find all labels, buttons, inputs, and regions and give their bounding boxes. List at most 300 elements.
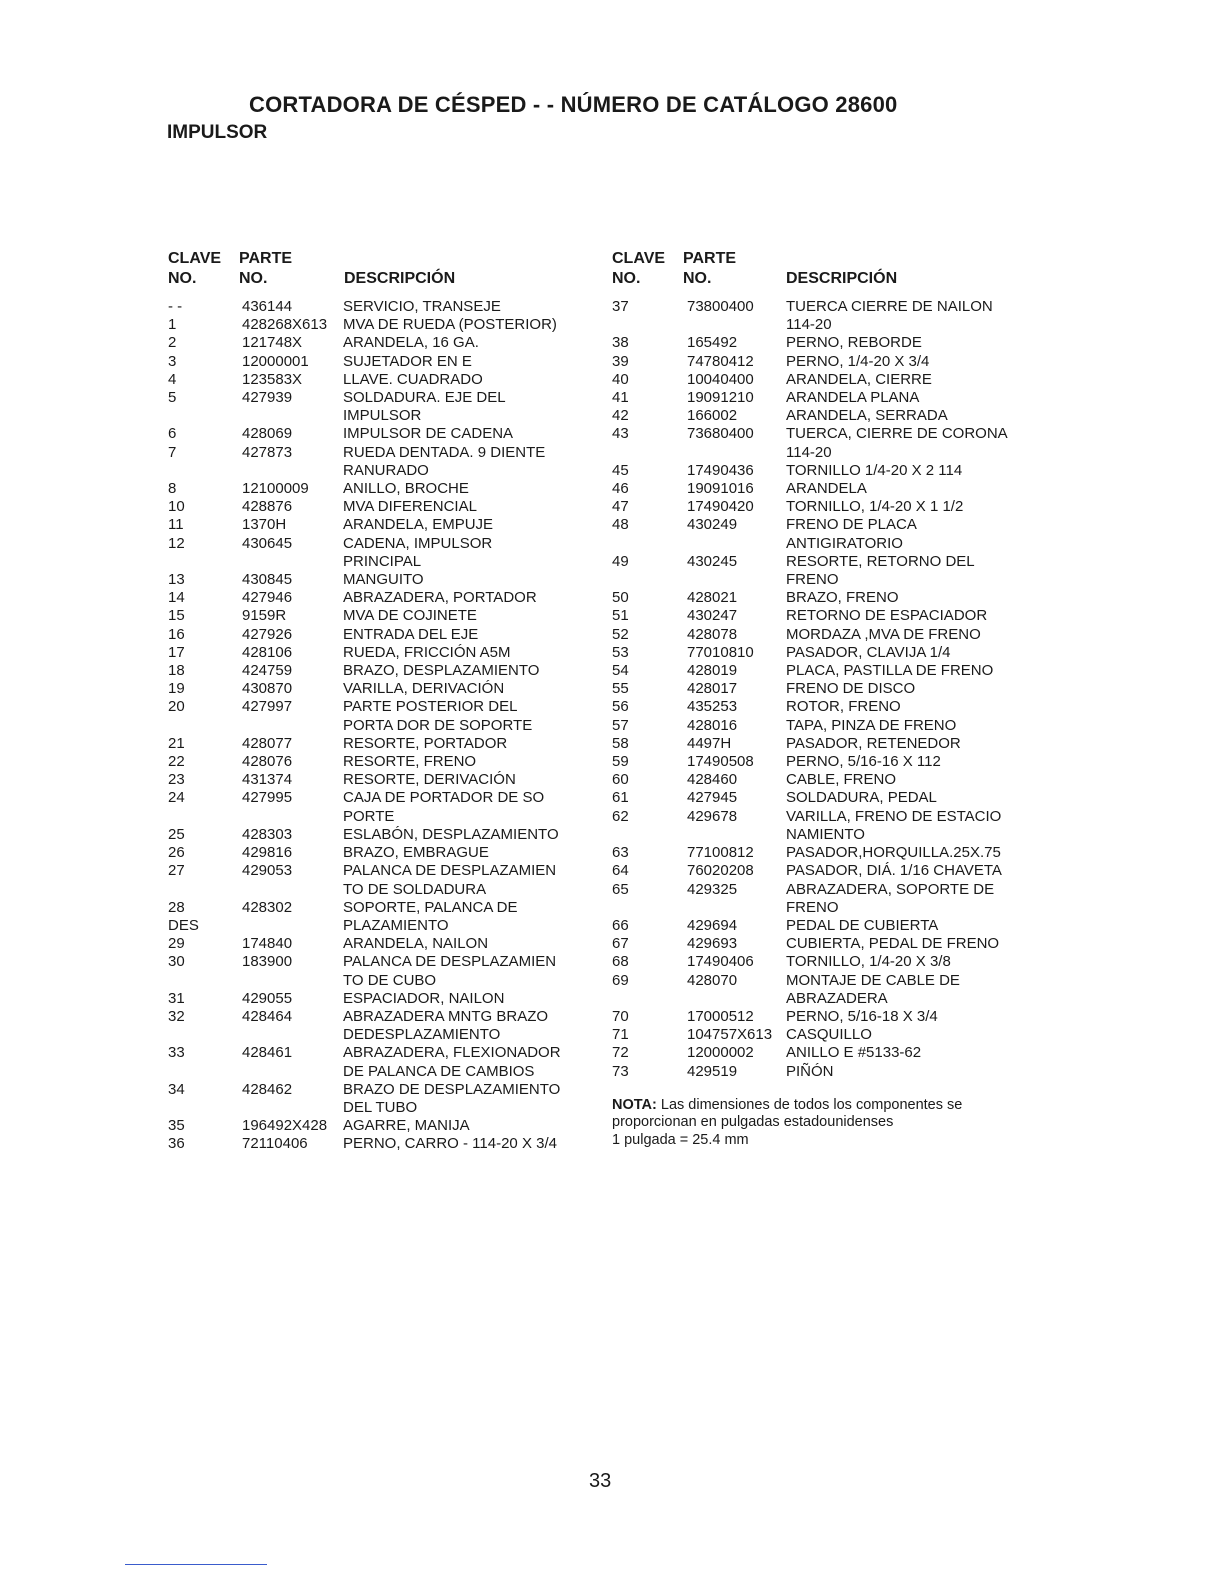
part-key: 25 [168, 825, 185, 843]
parts-list-left [168, 298, 598, 1154]
part-description: BRAZO, DESPLAZAMIENTO [343, 662, 540, 680]
note-line3: 1 pulgada = 25.4 mm [612, 1131, 749, 1148]
table-row [612, 1008, 1042, 1026]
part-key: 3 [168, 352, 177, 370]
part-description: PASADOR,HORQUILLA.25X.75 [786, 844, 1001, 862]
part-key: 33 [168, 1044, 185, 1062]
part-key: 71 [612, 1026, 629, 1044]
part-key: 29 [168, 935, 185, 953]
part-number: 428876 [242, 498, 293, 516]
part-description: ENTRADA DEL EJE [343, 625, 479, 643]
table-row [612, 462, 1042, 480]
part-key: 40 [612, 370, 629, 388]
header-clave: CLAVE [168, 250, 222, 267]
header-parte: PARTE [683, 250, 737, 267]
part-description: PASADOR, RETENEDOR [786, 734, 961, 752]
part-description: SOLDADURA, PEDAL [786, 789, 937, 807]
part-key: 37 [612, 298, 629, 315]
part-number: 428017 [687, 680, 738, 698]
part-key: 21 [168, 734, 185, 752]
part-description: RETORNO DE ESPACIADOR [786, 607, 988, 625]
part-description: PLACA, PASTILLA DE FRENO [786, 662, 994, 680]
part-description: ARANDELA, NAILON [343, 935, 489, 953]
table-row [612, 735, 1042, 753]
part-number: 430845 [242, 571, 293, 589]
part-key: 48 [612, 516, 629, 534]
table-row [612, 953, 1042, 971]
part-number: 428464 [242, 1007, 293, 1025]
part-key: 62 [612, 807, 629, 825]
table-row [612, 353, 1042, 371]
part-description: ESPACIADOR, NAILON [343, 989, 505, 1007]
part-number: 435253 [687, 698, 738, 716]
table-row [612, 589, 1042, 607]
part-number: 12000001 [242, 352, 309, 370]
table-row [612, 298, 1042, 334]
table-row [612, 881, 1042, 917]
part-key: 64 [612, 862, 629, 880]
part-number: 76020208 [687, 862, 754, 880]
part-key: 36 [168, 1135, 185, 1153]
table-row [612, 1063, 1042, 1081]
note-line1: Las dimensiones de todos los componentes se [660, 1096, 963, 1113]
table-row [612, 753, 1042, 771]
part-description: PEDAL DE CUBIERTA [786, 916, 939, 934]
header-descripcion: DESCRIPCIÓN [344, 270, 456, 287]
part-key: 73 [612, 1062, 629, 1080]
part-key: 61 [612, 789, 629, 807]
part-number: 10040400 [687, 370, 754, 388]
part-description: ANILLO, BROCHE [343, 480, 469, 498]
table-row [612, 607, 1042, 625]
part-description: ARANDELA, EMPUJE [343, 516, 494, 534]
part-description: TUERCA CIERRE DE NAILON 114-20 [786, 298, 993, 334]
part-key: 14 [168, 589, 185, 607]
part-description: PARTE POSTERIOR DEL PORTA DOR DE SOPORTE [343, 698, 533, 734]
part-number: 430247 [687, 607, 738, 625]
part-number: 429693 [687, 935, 738, 953]
part-number: 74780412 [687, 352, 754, 370]
part-description: TORNILLO, 1/4-20 X 1 1/2 [786, 498, 964, 516]
part-number: 430645 [242, 534, 293, 552]
part-description: CUBIERTA, PEDAL DE FRENO [786, 935, 1000, 953]
part-description: ESLABÓN, DESPLAZAMIENTO [343, 825, 559, 843]
part-number: 77010810 [687, 643, 754, 661]
part-number: 428303 [242, 825, 293, 843]
part-key: 58 [612, 734, 629, 752]
part-description: TORNILLO, 1/4-20 X 3/8 [786, 953, 951, 971]
part-number: 428302 [242, 898, 293, 916]
part-number: 428016 [687, 716, 738, 734]
part-description: PALANCA DE DESPLAZAMIEN TO DE SOLDADURA [343, 862, 557, 898]
part-description: MANGUITO [343, 571, 424, 589]
table-row [168, 389, 598, 425]
table-row [168, 789, 598, 825]
part-number: 166002 [687, 407, 738, 425]
part-description: PIÑÓN [786, 1062, 834, 1080]
part-description: PERNO, 5/16-16 X 112 [786, 753, 941, 771]
part-key: 26 [168, 844, 185, 862]
part-description: ABRAZADERA, FLEXIONADOR DE PALANCA DE CAMBIOS [343, 1044, 561, 1080]
part-key: 8 [168, 480, 177, 498]
part-key: 63 [612, 844, 629, 862]
note-label: NOTA: [612, 1096, 657, 1113]
part-description: ARANDELA PLANA [786, 389, 920, 407]
part-number: 428077 [242, 734, 293, 752]
part-number: 17490436 [687, 461, 754, 479]
part-key: 23 [168, 771, 185, 789]
part-description: PERNO, 1/4-20 X 3/4 [786, 352, 930, 370]
table-row [612, 680, 1042, 698]
part-description: FRENO DE PLACA ANTIGIRATORIO [786, 516, 917, 552]
part-number: 174840 [242, 935, 293, 953]
table-row [168, 771, 598, 789]
section-subtitle: IMPULSOR [167, 122, 268, 143]
header-clave-no: NO. [612, 270, 641, 287]
table-row [168, 626, 598, 644]
part-key: 70 [612, 1007, 629, 1025]
table-row [612, 862, 1042, 880]
part-key: 57 [612, 716, 629, 734]
part-key: 24 [168, 789, 185, 807]
part-description: RUEDA DENTADA. 9 DIENTE RANURADO [343, 443, 546, 479]
part-number: 427997 [242, 698, 293, 716]
table-row [612, 425, 1042, 461]
header-parte: PARTE [239, 250, 293, 267]
dimension-note [612, 1097, 1032, 1150]
part-key: 42 [612, 407, 629, 425]
part-description: MONTAJE DE CABLE DE ABRAZADERA [786, 971, 960, 1007]
table-row [168, 644, 598, 662]
part-key: 49 [612, 552, 629, 570]
part-key: - - [168, 298, 183, 315]
part-description: ABRAZADERA MNTG BRAZO DEDESPLAZAMIENTO [343, 1007, 549, 1044]
part-description: SERVICIO, TRANSEJE [343, 298, 501, 315]
part-key: 34 [168, 1080, 185, 1098]
parts-table-right [612, 250, 1042, 1149]
part-key: 60 [612, 771, 629, 789]
part-number: 104757X613 [687, 1026, 773, 1044]
header-parte-no: NO. [239, 270, 268, 287]
part-key: 54 [612, 662, 629, 680]
part-key: 65 [612, 880, 629, 898]
table-row [168, 1008, 598, 1044]
part-key: 7 [168, 443, 177, 461]
part-description: RESORTE, RETORNO DEL FRENO [786, 552, 975, 589]
table-row [612, 1026, 1042, 1044]
part-description: MORDAZA ,MVA DE FRENO [786, 625, 981, 643]
part-key: 72 [612, 1044, 629, 1062]
part-number: 123583X [242, 370, 303, 388]
table-row [612, 717, 1042, 735]
part-key: 12 [168, 534, 185, 552]
table-row [168, 953, 598, 989]
table-row [168, 1044, 598, 1080]
table-row [612, 389, 1042, 407]
table-row [612, 334, 1042, 352]
part-number: 429816 [242, 844, 293, 862]
part-key: 67 [612, 935, 629, 953]
part-key: 5 [168, 389, 177, 407]
part-number: 428078 [687, 625, 738, 643]
part-number: 73680400 [687, 425, 754, 443]
table-row [168, 990, 598, 1008]
part-key: 30 [168, 953, 185, 971]
part-number: 4497H [687, 734, 732, 752]
part-description: RESORTE, DERIVACIÓN [343, 771, 516, 789]
part-key: 18 [168, 662, 185, 680]
part-number: 17490420 [687, 498, 754, 516]
part-number: 424759 [242, 662, 293, 680]
part-number: 19091016 [687, 480, 754, 498]
part-number: 77100812 [687, 844, 754, 862]
part-description: CADENA, IMPULSOR PRINCIPAL [343, 534, 493, 570]
part-description: SUJETADOR EN E [343, 352, 472, 370]
table-row [168, 298, 598, 316]
table-row [168, 753, 598, 771]
table-row [168, 826, 598, 844]
part-number: 430870 [242, 680, 293, 698]
part-key: 35 [168, 1117, 185, 1135]
part-description: ARANDELA, CIERRE [786, 370, 932, 388]
part-description: BRAZO, EMBRAGUE [343, 844, 489, 862]
table-row [612, 917, 1042, 935]
table-row [168, 480, 598, 498]
table-row [168, 425, 598, 443]
header-parte-no: NO. [683, 270, 712, 287]
part-number: 428021 [687, 589, 738, 607]
part-number: 1370H [242, 516, 287, 534]
part-key: 17 [168, 643, 185, 661]
table-row [612, 808, 1042, 844]
part-number: 427995 [242, 789, 293, 807]
part-description: LLAVE. CUADRADO [343, 370, 483, 388]
part-number: 430245 [687, 552, 738, 570]
table-row [168, 1135, 598, 1153]
part-key: 56 [612, 698, 629, 716]
part-description: TORNILLO 1/4-20 X 2 114 [786, 461, 963, 479]
table-row [168, 316, 598, 334]
part-number: 429519 [687, 1062, 738, 1080]
part-description: PERNO, 5/16-18 X 3/4 [786, 1007, 938, 1025]
part-number: 427945 [687, 789, 738, 807]
table-row [168, 371, 598, 389]
table-row [612, 771, 1042, 789]
part-key: 19 [168, 680, 185, 698]
part-number: 428076 [242, 753, 293, 771]
part-description: PERNO, REBORDE [786, 334, 922, 352]
part-description: TUERCA, CIERRE DE CORONA 114-20 [786, 425, 1008, 461]
part-key: 41 [612, 389, 629, 407]
part-key: 39 [612, 352, 629, 370]
part-description: RESORTE, FRENO [343, 753, 477, 771]
table-row [168, 1117, 598, 1135]
part-number: 121748X [242, 334, 303, 352]
part-description: IMPULSOR DE CADENA [343, 425, 514, 443]
table-row [612, 662, 1042, 680]
part-key: 10 [168, 498, 185, 516]
part-key: 69 [612, 971, 629, 989]
part-number: 428460 [687, 771, 738, 789]
parts-table-left [168, 250, 598, 1154]
part-number: 429678 [687, 807, 738, 825]
part-description: SOPORTE, PALANCA DE PLAZAMIENTO [343, 898, 518, 934]
table-row [168, 334, 598, 352]
table-row [168, 353, 598, 371]
part-number: 430249 [687, 516, 738, 534]
part-number: 428461 [242, 1044, 293, 1062]
header-clave-no: NO. [168, 270, 197, 287]
part-description: PERNO, CARRO - 114-20 X 3/4 [343, 1135, 557, 1153]
part-description: MVA DIFERENCIAL [343, 498, 477, 516]
part-description: TAPA, PINZA DE FRENO [786, 716, 957, 734]
part-key: 27 [168, 862, 185, 880]
part-description: RESORTE, PORTADOR [343, 734, 508, 752]
part-description: ANILLO E #5133-62 [786, 1044, 922, 1062]
part-number: 72110406 [242, 1135, 308, 1153]
part-number: 428462 [242, 1080, 293, 1098]
part-key: 13 [168, 571, 185, 589]
part-key: 68 [612, 953, 629, 971]
part-key: 4 [168, 370, 177, 388]
table-row [168, 735, 598, 753]
part-description: ROTOR, FRENO [786, 698, 901, 716]
part-number: 17490508 [687, 753, 754, 771]
table-row [612, 698, 1042, 716]
part-key: 32 [168, 1007, 185, 1025]
part-key: 20 [168, 698, 185, 716]
part-key: 59 [612, 753, 629, 771]
part-description: AGARRE, MANIJA [343, 1117, 470, 1135]
part-description: ARANDELA, 16 GA. [343, 334, 479, 352]
part-number: 165492 [687, 334, 738, 352]
part-number: 429055 [242, 989, 293, 1007]
part-number: 431374 [242, 771, 293, 789]
part-key: 53 [612, 643, 629, 661]
table-row [612, 844, 1042, 862]
part-number: 428070 [687, 971, 738, 989]
table-header [612, 250, 1042, 298]
table-row [168, 589, 598, 607]
part-number: 427939 [242, 389, 293, 407]
part-number: 428069 [242, 425, 293, 443]
part-number: 12100009 [242, 480, 309, 498]
part-number: 427946 [242, 589, 293, 607]
part-key: 55 [612, 680, 629, 698]
table-row [612, 480, 1042, 498]
table-row [168, 662, 598, 680]
table-header [168, 250, 598, 298]
part-description: RUEDA, FRICCIÓN A5M [343, 643, 511, 661]
part-number: 183900 [242, 953, 293, 971]
part-number: 17000512 [687, 1007, 754, 1025]
part-description: CABLE, FRENO [786, 771, 897, 789]
part-key: 66 [612, 916, 629, 934]
part-description: BRAZO DE DESPLAZAMIENTO DEL TUBO [343, 1080, 561, 1116]
part-number: 73800400 [687, 298, 754, 315]
part-description: ABRAZADERA, PORTADOR [343, 589, 537, 607]
part-description: VARILLA, FRENO DE ESTACIO NAMIENTO [786, 807, 1002, 843]
table-row [612, 407, 1042, 425]
parts-list-right [612, 298, 1042, 1081]
part-key: 22 [168, 753, 185, 771]
table-row [612, 935, 1042, 953]
part-description: MVA DE RUEDA (POSTERIOR) [343, 316, 557, 334]
part-description: VARILLA, DERIVACIÓN [343, 680, 505, 698]
part-description: CAJA DE PORTADOR DE SO PORTE [343, 789, 545, 825]
part-key: 46 [612, 480, 629, 498]
table-row [612, 972, 1042, 1008]
table-row [168, 607, 598, 625]
part-description: ARANDELA, SERRADA [786, 407, 948, 425]
table-row [612, 644, 1042, 662]
part-description: SOLDADURA. EJE DEL IMPULSOR [343, 389, 506, 425]
header-clave: CLAVE [612, 250, 666, 267]
table-row [612, 626, 1042, 644]
part-number: 19091210 [687, 389, 754, 407]
table-row [168, 498, 598, 516]
table-row [612, 498, 1042, 516]
table-row [168, 844, 598, 862]
part-key: 6 [168, 425, 177, 443]
part-key: 52 [612, 625, 629, 643]
table-row [168, 444, 598, 480]
part-number: 9159R [242, 607, 287, 625]
table-row [168, 935, 598, 953]
part-key: 1 [168, 316, 177, 334]
table-row [612, 553, 1042, 589]
part-number: 427926 [242, 625, 293, 643]
part-key: 38 [612, 334, 629, 352]
part-number: 428019 [687, 662, 738, 680]
part-description: PASADOR, DIÁ. 1/16 CHAVETA [786, 862, 1002, 880]
part-number: 429694 [687, 916, 738, 934]
part-description: PALANCA DE DESPLAZAMIEN TO DE CUBO [343, 953, 557, 989]
page-number: 33 [589, 1470, 612, 1492]
table-row [168, 899, 598, 935]
part-description: BRAZO, FRENO [786, 589, 899, 607]
table-row [612, 516, 1042, 552]
part-key: 43 [612, 425, 629, 443]
part-description: MVA DE COJINETE [343, 607, 477, 625]
table-row [612, 789, 1042, 807]
table-row [168, 680, 598, 698]
part-key: 47 [612, 498, 629, 516]
part-key: 2 [168, 334, 177, 352]
part-key: 45 [612, 461, 629, 479]
header-descripcion: DESCRIPCIÓN [786, 270, 898, 287]
part-number: 196492X428 [242, 1117, 328, 1135]
part-number: 429053 [242, 862, 293, 880]
part-key: 50 [612, 589, 629, 607]
part-description: CASQUILLO [786, 1026, 872, 1044]
part-description: ABRAZADERA, SOPORTE DE FRENO [786, 880, 995, 916]
table-row [168, 1081, 598, 1117]
part-number: 428268X613 [242, 316, 328, 334]
table-row [168, 535, 598, 571]
part-key: 11 [168, 516, 184, 534]
table-row [168, 571, 598, 589]
part-key: 31 [168, 989, 185, 1007]
part-description: ARANDELA [786, 480, 867, 498]
table-row [168, 862, 598, 898]
part-number: 12000002 [687, 1044, 754, 1062]
footer-rule [125, 1564, 267, 1565]
table-row [612, 371, 1042, 389]
part-key: 15 [168, 607, 185, 625]
part-key: 28 DES [168, 898, 199, 934]
part-description: FRENO DE DISCO [786, 680, 916, 698]
